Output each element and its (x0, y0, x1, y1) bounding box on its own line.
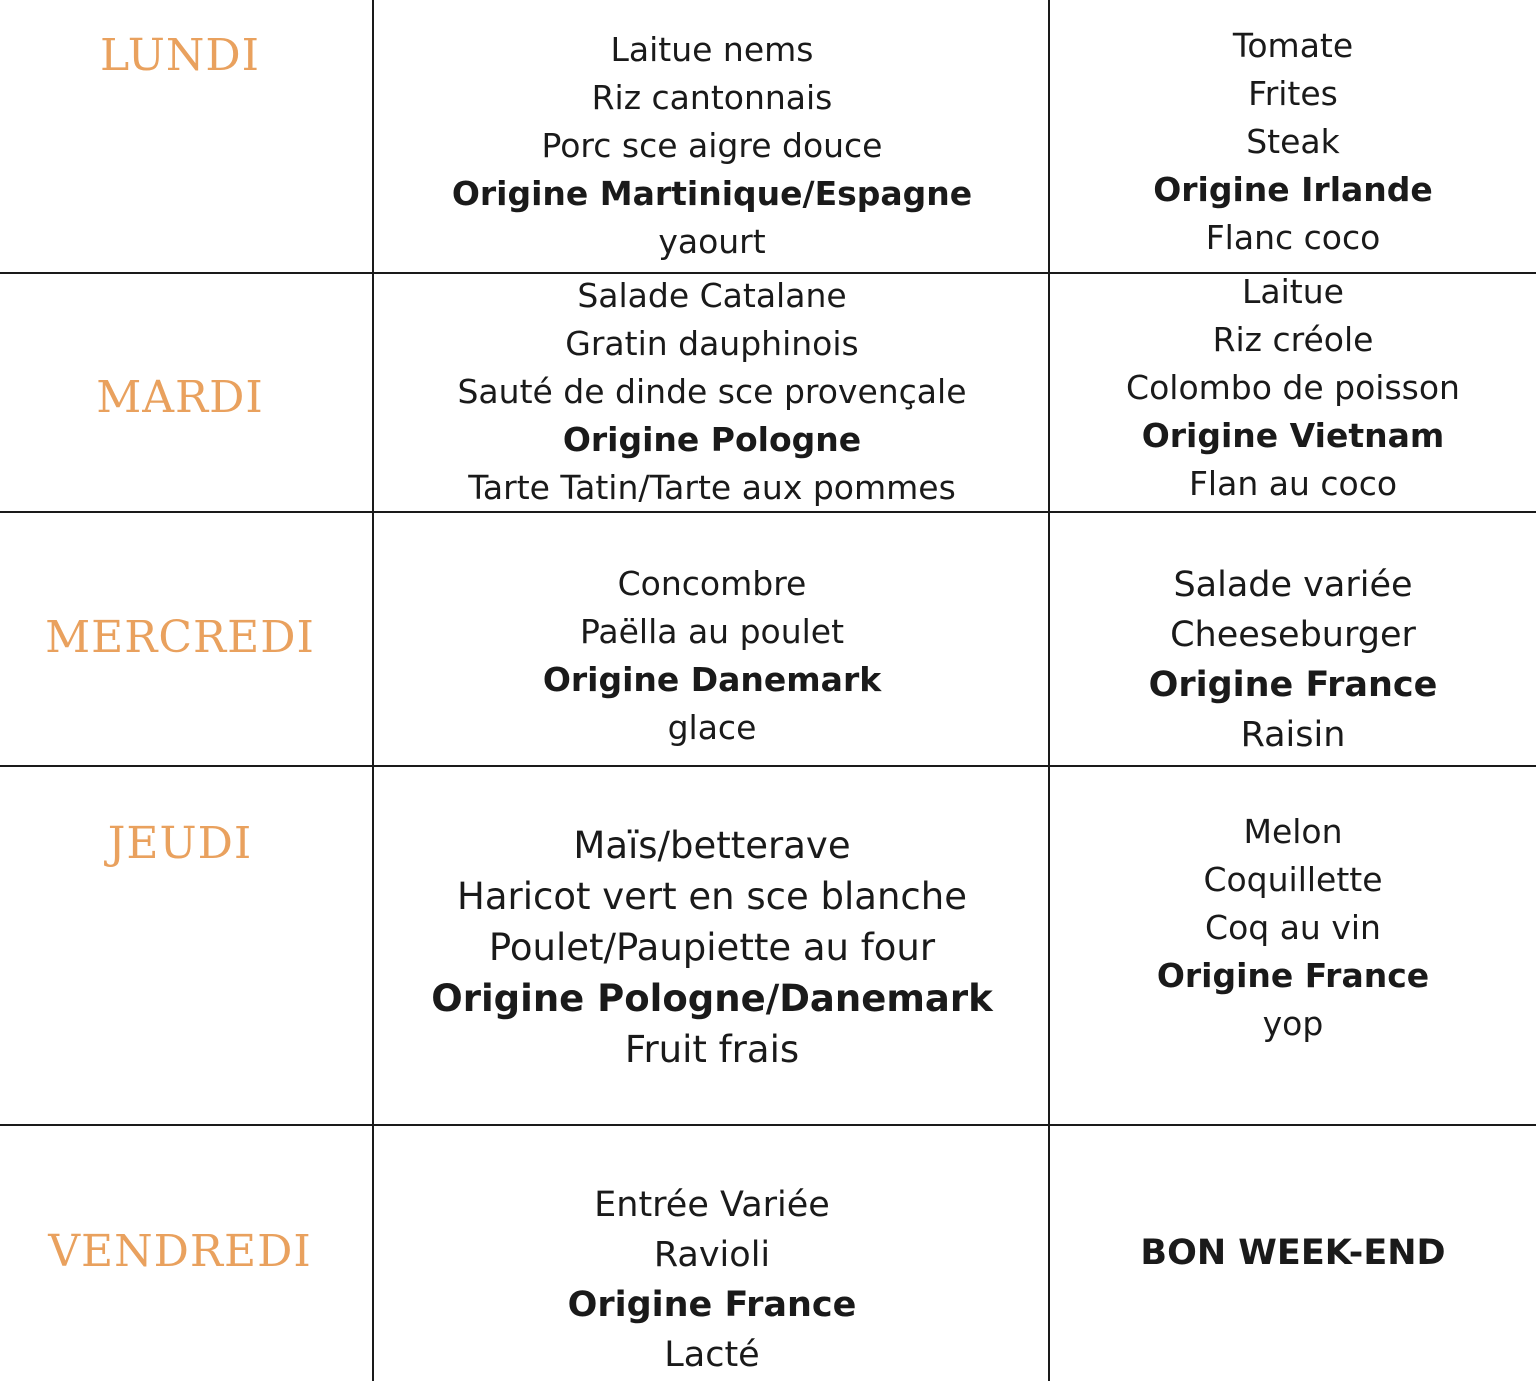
lunch-friday (376, 1180, 1048, 1380)
menu-item: Riz créole (1212, 320, 1374, 359)
menu-item: Ravioli (653, 1235, 771, 1275)
menu-item: Maïs/betterave (573, 823, 851, 867)
row-divider (0, 765, 1536, 767)
day-label-monday: LUNDI (99, 30, 261, 81)
dinner-monday (1050, 22, 1536, 262)
lunch-monday (376, 26, 1048, 266)
dinner-thursday (1050, 808, 1536, 1048)
menu-item: Riz cantonnais (591, 78, 833, 117)
menu-item: Salade Catalane (577, 276, 847, 315)
day-label-wednesday: MERCREDI (45, 612, 315, 663)
menu-item: Lacté (664, 1335, 760, 1375)
day-label-thursday: JEUDI (107, 818, 253, 869)
dinner-friday (1050, 1226, 1536, 1280)
menu-item: Concombre (617, 564, 807, 603)
menu-item: Laitue (1242, 272, 1344, 311)
menu-item: Colombo de poisson (1126, 368, 1460, 407)
origin-label: Origine Danemark (542, 660, 882, 699)
menu-item: yaourt (658, 222, 766, 261)
lunch-wednesday (376, 560, 1048, 752)
menu-item: Flanc coco (1205, 218, 1381, 257)
menu-item: Frites (1248, 74, 1338, 113)
menu-item: Laitue nems (610, 30, 814, 69)
dinner-wednesday (1050, 560, 1536, 760)
menu-item: Tarte Tatin/Tarte aux pommes (468, 468, 956, 507)
menu-item: Melon (1243, 812, 1343, 851)
menu-item: Poulet/Paupiette au four (488, 925, 936, 969)
origin-label: Origine Irlande (1153, 170, 1433, 209)
menu-item: Steak (1246, 122, 1340, 161)
origin-label: Origine Martinique/Espagne (451, 174, 973, 213)
menu-item: Gratin dauphinois (565, 324, 859, 363)
menu-item: Raisin (1240, 715, 1346, 755)
menu-item: Fruit frais (624, 1027, 800, 1071)
menu-item: Coq au vin (1205, 908, 1381, 947)
day-label-tuesday: MARDI (96, 372, 264, 423)
dinner-tuesday (1050, 268, 1536, 508)
origin-label: Origine France (1156, 956, 1430, 995)
origin-label: Origine Pologne/Danemark (431, 976, 993, 1020)
origin-label: Origine Pologne (562, 420, 862, 459)
column-divider (372, 0, 374, 1381)
menu-item: Paëlla au poulet (579, 612, 845, 651)
menu-item: Haricot vert en sce blanche (457, 874, 967, 918)
menu-item: glace (667, 708, 757, 747)
menu-item: Tomate (1232, 26, 1354, 65)
menu-item: Coquillette (1203, 860, 1383, 899)
menu-item: Salade variée (1173, 565, 1413, 605)
origin-label: Origine France (567, 1285, 857, 1325)
menu-item: Porc sce aigre douce (541, 126, 883, 165)
menu-item: yop (1262, 1004, 1324, 1043)
origin-label: Origine Vietnam (1141, 416, 1445, 455)
menu-item: Entrée Variée (594, 1185, 830, 1225)
menu-item: Sauté de dinde sce provençale (457, 372, 967, 411)
day-label-friday: VENDREDI (48, 1226, 312, 1277)
weekend-greeting: BON WEEK-END (1140, 1233, 1446, 1273)
lunch-thursday (376, 816, 1048, 1078)
lunch-tuesday (376, 272, 1048, 512)
origin-label: Origine France (1148, 665, 1438, 705)
menu-item: Cheeseburger (1170, 615, 1416, 655)
menu-item: Flan au coco (1188, 464, 1398, 503)
row-divider (0, 1124, 1536, 1126)
